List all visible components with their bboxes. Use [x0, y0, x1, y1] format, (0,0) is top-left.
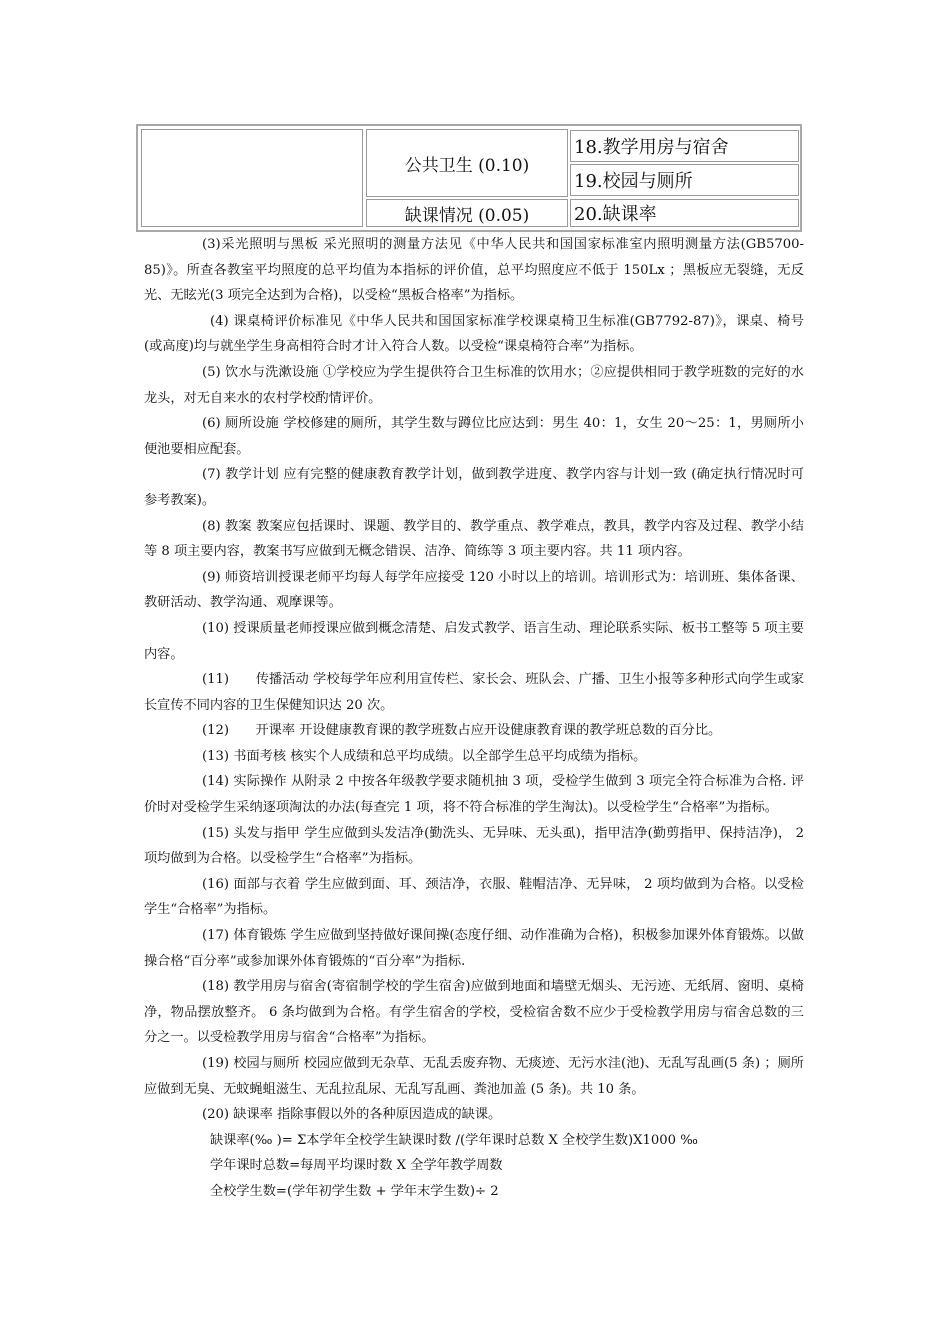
paragraph-6: (6) 厕所设施 学校修建的厕所，其学生数与蹲位比应达到：男生 40：1，女生 20～25：1，男厕所小便池要相应配套。 [144, 416, 804, 457]
formula-absence-rate: 缺课率(‰ )= Σ本学年全校学生缺课时数 /(学年课时总数 X 全校学生数)X1000 ‰ [210, 1132, 698, 1148]
paragraph-7: (7) 教学计划 应有完整的健康教育教学计划，做到教学进度、教学内容与计划一致 (确定执行情况时可参考教案)。 [144, 467, 804, 508]
paragraph-9: (9) 师资培训授课老师平均每人每学年应接受 120 小时以上的培训。培训形式为：培训班、集体备课、教研活动、教学沟通、观摩课等。 [144, 569, 804, 611]
paragraph-20: (20) 缺课率 指除事假以外的各种原因造成的缺课。 [202, 1107, 502, 1123]
table-blank-cell [141, 129, 363, 227]
item-20: 20.缺课率 [570, 199, 799, 227]
formula-total-hours: 学年课时总数=每周平均课时数 X 全学年教学周数 [210, 1158, 503, 1174]
paragraph-19: (19) 校园与厕所 校园应做到无杂草、无乱丢废弃物、无痰迹、无污水洼(池)、无乱写乱画(5 条) ；厕所应做到无臭、无蚊蝇蛆滋生、无乱拉乱尿、无乱写乱画、粪池加盖 (5 条)。共 10 条。 [144, 1056, 804, 1097]
paragraph-17: (17) 体育锻炼 学生应做到坚持做好课间操(态度仔细、动作准确为合格)，积极参加课外体育锻炼。以做操合格“百分率”或参加课外体育锻炼的“百分率”为指标. [144, 928, 804, 969]
paragraph-5: (5) 饮水与洗漱设施 ①学校应为学生提供符合卫生标准的饮用水；②应提供相同于教学班数的完好的水龙头，对无自来水的农村学校酌情评价。 [144, 364, 804, 406]
paragraph-16: (16) 面部与衣着 学生应做到面、耳、颈洁净，衣服、鞋帽洁净、无异味， 2 项均做到为合格。以受检学生“合格率”为指标。 [144, 876, 804, 918]
paragraph-8: (8) 教案 教案应包括课时、课题、教学目的、教学重点、教学难点，教具，教学内容及过程、教学小结等 8 项主要内容，教案书写应做到无概念错误、洁净、简练等 3 项主要内容。共 11 项内容。 [144, 518, 804, 560]
paragraph-12: (12) 开课率 开设健康教育课的教学班数占应开设健康教育课的教学班总数的百分比。 [202, 723, 722, 739]
paragraph-3: (3)采光照明与黑板 采光照明的测量方法见《中华人民共和国国家标准室内照明测量方法(GB5700-85)》。所查各教室平均照度的总平均值为本指标的评价值，总平均照度应不低于 150Lx ；黑板应无裂缝，无反光、无眩光(3 项完全达到为合格)，以受检“黑板合格率”为指标。 [144, 237, 804, 304]
paragraph-15: (15) 头发与指甲 学生应做到头发洁净(勤洗头、无异味、无头虱)，指甲洁净(勤剪指甲、保持洁净)， 2 项均做到为合格。以受检学生“合格率”为指标。 [144, 825, 804, 867]
category-public-hygiene: 公共卫生 (0.10) [366, 129, 568, 197]
paragraph-13: (13) 书面考核 核实个人成绩和总平均成绩。以全部学生总平均成绩为指标。 [202, 748, 647, 764]
indicator-table [136, 124, 802, 232]
item-19: 19.校园与厕所 [570, 164, 799, 196]
item-18: 18.教学用房与宿舍 [570, 130, 799, 162]
paragraph-14: (14) 实际操作 从附录 2 中按各年级教学要求随机抽 3 项，受检学生做到 3 项完全符合标准为合格. 评价时对受检学生采纳逐项淘汰的办法(每查完 1 项，将不符合标准的学生淘汰)。以受检学生“合格率”为指标。 [144, 774, 804, 816]
paragraph-4: (4) 课桌椅评价标准见《中华人民共和国国家标准学校课桌椅卫生标准(GB7792-87)》，课桌、椅号(或高度)均与就坐学生身高相符合时才计入符合人数。以受检“课桌椅符合率”为指标。 [144, 313, 804, 355]
paragraph-10: (10) 授课质量老师授课应做到概念清楚、启发式教学、语言生动、理论联系实际、板书工整等 5 项主要内容。 [144, 620, 804, 662]
category-absence: 缺课情况 (0.05) [366, 199, 568, 227]
paragraph-18: (18) 教学用房与宿舍(寄宿制学校的学生宿舍)应做到地面和墙壁无烟头、无污迹、无纸屑、窗明、桌椅净，物品摆放整齐。 6 条均做到为合格。有学生宿舍的学校，受检宿舍数不应少于受检教学用房与宿舍总数的三分之一。以受检教学用房与宿舍“合格率”为指标。 [144, 979, 804, 1046]
paragraph-11: (11) 传播活动 学校每学年应利用宣传栏、家长会、班队会、广播、卫生小报等多种形式向学生或家长宣传不同内容的卫生保健知识达 20 次。 [144, 672, 804, 713]
document-body [144, 232, 804, 1205]
formula-student-count: 全校学生数=(学年初学生数 + 学年末学生数)÷ 2 [210, 1183, 499, 1199]
